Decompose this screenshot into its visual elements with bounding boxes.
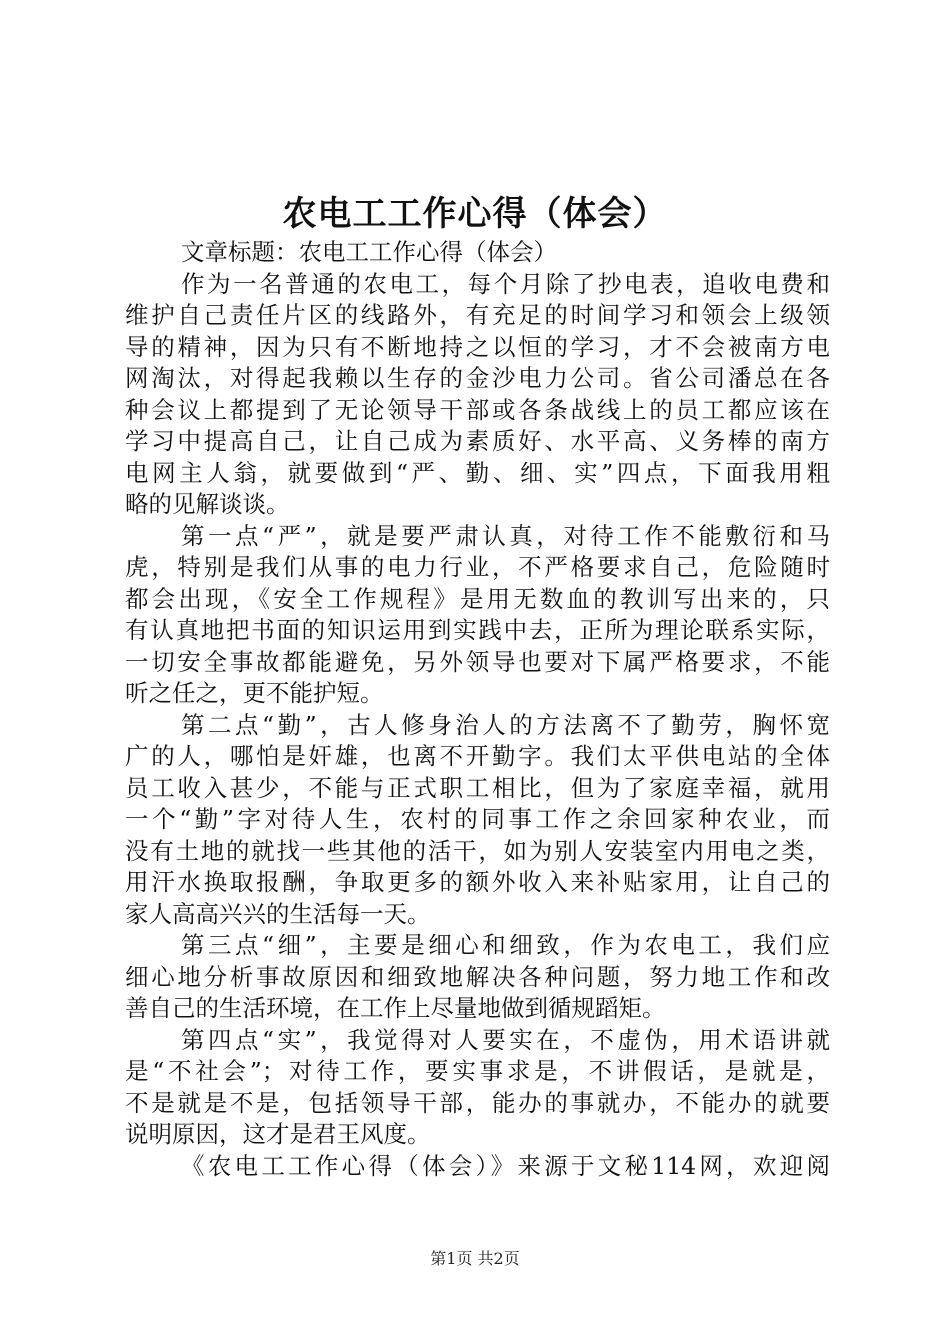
text-line: 是“不社会”；对待工作，要实事求是，不讲假话，是就是， xyxy=(125,1057,830,1085)
text-line: 第四点“实”，我觉得对人要实在，不虚伪，用术语讲就 xyxy=(181,1025,830,1054)
text-line: 家人高高兴兴的生活每一天。 xyxy=(125,899,431,928)
text-line: 虎，特别是我们从事的电力行业，不严格要求自己，危险随时 xyxy=(125,553,830,581)
text-line: 没有土地的就找一些其他的活干，如为别人安装室内用电之类， xyxy=(125,836,830,865)
document-body xyxy=(125,237,830,1182)
text-line: 善自己的生活环境，在工作上尽量地做到循规蹈矩。 xyxy=(125,994,666,1022)
text-line: 广的人，哪怕是奸雄，也离不开勤字。我们太平供电站的全体 xyxy=(125,742,830,770)
text-line: 《农电工工作心得（体会）》来源于文秘114网，欢迎阅 xyxy=(181,1151,830,1180)
text-line: 一个“勤”字对待人生，农村的同事工作之余回家种农业，而 xyxy=(125,805,830,833)
text-line: 一切安全事故都能避免，另外领导也要对下属严格要求，不能 xyxy=(125,647,830,676)
text-line: 导的精神，因为只有不断地持之以恒的学习，才不会被南方电 xyxy=(125,332,830,361)
text-line: 不是就是不是，包括领导干部，能办的事就办，不能办的就要 xyxy=(125,1088,830,1117)
text-line: 第一点“严”，就是要严肃认真，对待工作不能敷衍和马 xyxy=(181,521,830,550)
text-line: 第二点“勤”，古人修身治人的方法离不了勤劳，胸怀宽 xyxy=(181,710,830,739)
text-line: 学习中提高自己，让自己成为素质好、水平高、义务棒的南方 xyxy=(125,427,830,455)
text-line: 网淘汰，对得起我赖以生存的金沙电力公司。省公司潘总在各 xyxy=(125,364,830,392)
text-line: 说明原因，这才是君王风度。 xyxy=(125,1120,431,1148)
text-line: 第三点“细”，主要是细心和细致，作为农电工，我们应 xyxy=(181,931,830,959)
text-line: 略的见解谈谈。 xyxy=(125,490,290,518)
text-line: 细心地分析事故原因和细致地解决各种问题，努力地工作和改 xyxy=(125,962,830,991)
text-line: 文章标题：农电工工作心得（体会） xyxy=(181,238,557,266)
text-line: 用汗水换取报酬，争取更多的额外收入来补贴家用，让自己的 xyxy=(125,868,830,896)
text-line: 作为一名普通的农电工，每个月除了抄电表，追收电费和 xyxy=(181,269,830,298)
text-line: 种会议上都提到了无论领导干部或各条战线上的员工都应该在 xyxy=(125,395,830,424)
document-title: 农电工工作心得（体会） xyxy=(282,194,668,234)
text-line: 电网主人翁，就要做到“严、勤、细、实”四点，下面我用粗 xyxy=(125,458,830,487)
text-line: 维护自己责任片区的线路外，有充足的时间学习和领会上级领 xyxy=(125,301,830,329)
text-line: 有认真地把书面的知识运用到实践中去，正所为理论联系实际， xyxy=(125,616,830,644)
text-line: 听之任之，更不能护短。 xyxy=(125,679,384,707)
text-line: 都会出现，《安全工作规程》是用无数血的教训写出来的，只 xyxy=(125,584,830,613)
page-footer: 第1页 共2页 xyxy=(430,1249,520,1268)
text-line: 员工收入甚少，不能与正式职工相比，但为了家庭幸福，就用 xyxy=(125,773,830,802)
